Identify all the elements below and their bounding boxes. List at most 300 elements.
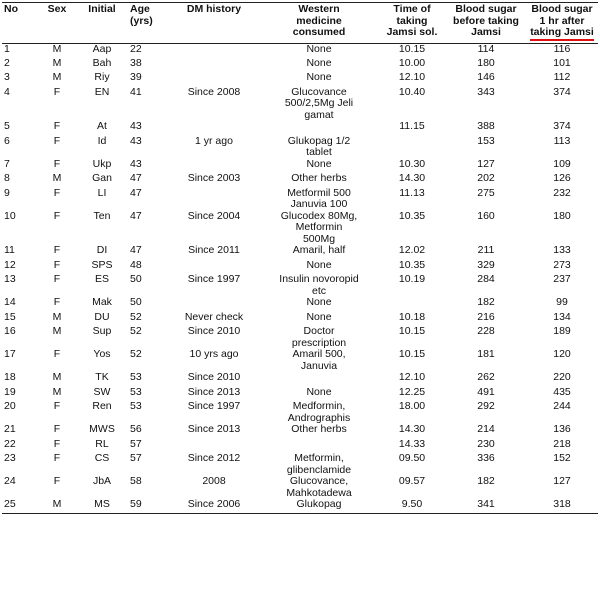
- cell-after: [526, 401, 598, 424]
- cell-value: 47: [130, 209, 142, 222]
- cell-value: 220: [553, 371, 571, 383]
- cell-value: 160: [477, 209, 495, 222]
- medicine-line: glibenclamide: [286, 463, 352, 476]
- cell-med: [260, 401, 378, 424]
- cell-value: SPS: [91, 258, 113, 271]
- cell-value: 4: [4, 85, 10, 98]
- table-row: [2, 349, 598, 372]
- cell-value: 10: [4, 209, 16, 222]
- cell-value: DU: [94, 310, 110, 323]
- cell-value: 12.10: [398, 371, 426, 383]
- cell-before: [446, 260, 526, 275]
- cell-no: [2, 499, 38, 514]
- cell-value: Since 1997: [187, 273, 241, 285]
- cell-value: 14.30: [398, 172, 426, 184]
- table-row: [2, 136, 598, 159]
- table-row: [2, 260, 598, 275]
- cell-value: 228: [477, 325, 495, 337]
- cell-value: 15: [4, 310, 16, 323]
- cell-sex: [38, 274, 76, 297]
- cell-no: [2, 43, 38, 58]
- cell-time: [378, 43, 446, 58]
- cell-sex: [38, 211, 76, 246]
- cell-med: [260, 499, 378, 514]
- cell-after: [526, 43, 598, 58]
- cell-value: 47: [130, 186, 142, 199]
- cell-med: [260, 439, 378, 454]
- cell-sex: [38, 499, 76, 514]
- cell-value: Aap: [92, 42, 112, 55]
- col-header-after: Blood sugar 1 hr after taking Jamsi: [526, 3, 598, 44]
- cell-value: 10.15: [398, 325, 426, 337]
- cell-sex: [38, 401, 76, 424]
- cell-initial: [76, 260, 128, 275]
- table-row: [2, 312, 598, 327]
- cell-initial: [76, 499, 128, 514]
- medicine-line: None: [306, 310, 332, 323]
- cell-before: [446, 453, 526, 476]
- cell-value: Since 2010: [187, 325, 241, 337]
- cell-age: [128, 121, 168, 136]
- cell-value: 52: [130, 325, 142, 337]
- cell-value: F: [53, 134, 61, 147]
- cell-time: [378, 297, 446, 312]
- cell-time: [378, 136, 446, 159]
- cell-value: 43: [130, 157, 142, 170]
- cell-value: M: [52, 71, 62, 83]
- cell-med: [260, 245, 378, 260]
- cell-before: [446, 274, 526, 297]
- cell-after: [526, 274, 598, 297]
- cell-dm: [168, 121, 260, 136]
- cell-after: [526, 121, 598, 136]
- cell-value: 343: [477, 85, 495, 98]
- cell-value: 388: [477, 120, 495, 132]
- cell-before: [446, 211, 526, 246]
- cell-after: [526, 87, 598, 122]
- cell-value: 180: [477, 56, 495, 69]
- cell-initial: [76, 87, 128, 122]
- cell-after: [526, 499, 598, 514]
- cell-sex: [38, 121, 76, 136]
- cell-value: 18: [4, 371, 16, 383]
- cell-value: 237: [553, 273, 571, 285]
- cell-value: 99: [556, 296, 568, 308]
- cell-after: [526, 211, 598, 246]
- table-row: [2, 211, 598, 246]
- medicine-line: Metformin: [295, 221, 343, 233]
- cell-value: Since 2011: [188, 244, 240, 256]
- medicine-line: None: [306, 258, 332, 271]
- table-row: [2, 43, 598, 58]
- cell-value: 3: [4, 71, 10, 83]
- cell-before: [446, 312, 526, 327]
- cell-value: CS: [94, 452, 110, 464]
- table-row: [2, 372, 598, 387]
- cell-value: 50: [130, 273, 142, 285]
- cell-no: [2, 476, 38, 499]
- cell-value: 57: [130, 452, 142, 464]
- cell-med: [260, 43, 378, 58]
- cell-value: At: [97, 120, 107, 132]
- cell-dm: [168, 476, 260, 499]
- cell-value: Gan: [92, 172, 112, 184]
- cell-value: MWS: [89, 423, 115, 435]
- cell-value: 109: [553, 157, 571, 170]
- medicine-line: None: [306, 296, 332, 308]
- cell-no: [2, 349, 38, 372]
- col-header-dm-history: DM history: [186, 3, 242, 15]
- cell-age: [128, 349, 168, 372]
- cell-age: [128, 188, 168, 211]
- cell-no: [2, 401, 38, 424]
- cell-value: M: [52, 172, 62, 184]
- cell-value: 59: [130, 498, 142, 510]
- cell-med: [260, 476, 378, 499]
- cell-value: 22: [4, 437, 16, 450]
- cell-value: F: [53, 244, 61, 256]
- col-header-before: Blood sugar before taking Jamsi: [453, 3, 519, 38]
- cell-age: [128, 58, 168, 73]
- cell-value: 127: [553, 475, 571, 487]
- cell-value: M: [52, 56, 62, 69]
- cell-dm: [168, 274, 260, 297]
- cell-value: 09.57: [398, 475, 426, 487]
- cell-value: 7: [4, 157, 10, 170]
- cell-value: 216: [477, 310, 495, 323]
- cell-before: [446, 188, 526, 211]
- cell-value: 127: [477, 157, 495, 170]
- cell-value: 38: [130, 56, 142, 69]
- cell-age: [128, 87, 168, 122]
- cell-value: Since 2013: [187, 385, 241, 398]
- cell-no: [2, 173, 38, 188]
- cell-value: 292: [477, 400, 495, 412]
- cell-med: [260, 260, 378, 275]
- header-row: [2, 3, 598, 44]
- table-row: [2, 499, 598, 514]
- cell-value: 101: [553, 56, 571, 69]
- cell-value: 10.18: [398, 310, 426, 323]
- cell-before: [446, 136, 526, 159]
- cell-no: [2, 424, 38, 439]
- cell-value: 14: [4, 296, 16, 308]
- cell-value: 17: [4, 348, 16, 360]
- cell-value: 16: [4, 325, 16, 337]
- cell-value: 133: [553, 244, 571, 256]
- cell-value: 19: [4, 385, 16, 398]
- cell-age: [128, 159, 168, 174]
- cell-before: [446, 159, 526, 174]
- cell-value: F: [53, 186, 61, 199]
- cell-value: RL: [95, 437, 109, 450]
- cell-value: 14.30: [398, 423, 426, 435]
- cell-value: 336: [477, 452, 495, 464]
- cell-value: 43: [130, 134, 142, 147]
- medicine-line: Metformin,: [294, 452, 344, 464]
- cell-med: [260, 188, 378, 211]
- cell-before: [446, 439, 526, 454]
- medicine-line: Glucodex 80Mg,: [280, 209, 358, 222]
- medicine-line: Glucovance: [291, 85, 347, 98]
- cell-value: 11.13: [399, 186, 425, 199]
- cell-dm: [168, 401, 260, 424]
- cell-age: [128, 372, 168, 387]
- cell-value: 09.50: [398, 452, 426, 464]
- cell-time: [378, 72, 446, 87]
- cell-value: 53: [130, 371, 142, 383]
- cell-value: 1: [4, 42, 10, 55]
- medicine-line: None: [306, 71, 332, 83]
- cell-value: 134: [553, 310, 571, 323]
- cell-value: 273: [553, 258, 571, 271]
- cell-med: [260, 424, 378, 439]
- cell-initial: [76, 372, 128, 387]
- cell-value: 136: [553, 423, 571, 435]
- cell-value: F: [53, 400, 61, 412]
- medicine-line: Januvia: [300, 359, 338, 372]
- cell-no: [2, 387, 38, 402]
- cell-value: 23: [4, 452, 16, 464]
- cell-no: [2, 372, 38, 387]
- cell-value: 50: [130, 296, 142, 308]
- cell-age: [128, 476, 168, 499]
- cell-no: [2, 297, 38, 312]
- medicine-line: None: [306, 56, 332, 69]
- cell-before: [446, 297, 526, 312]
- cell-sex: [38, 372, 76, 387]
- cell-med: [260, 136, 378, 159]
- cell-value: 9.50: [401, 498, 423, 510]
- col-header-no: No: [4, 3, 18, 15]
- medicine-line: Mahkotadewa: [286, 486, 352, 499]
- cell-dm: [168, 349, 260, 372]
- cell-value: 374: [553, 85, 571, 98]
- cell-value: 47: [130, 172, 142, 184]
- cell-time: [378, 453, 446, 476]
- table-row: [2, 87, 598, 122]
- cell-value: M: [52, 42, 62, 55]
- cell-age: [128, 274, 168, 297]
- cell-value: Since 2012: [187, 452, 241, 464]
- cell-time: [378, 260, 446, 275]
- cell-age: [128, 211, 168, 246]
- cell-value: 39: [130, 71, 142, 83]
- cell-sex: [38, 260, 76, 275]
- cell-before: [446, 372, 526, 387]
- cell-no: [2, 245, 38, 260]
- cell-initial: [76, 159, 128, 174]
- cell-dm: [168, 245, 260, 260]
- cell-value: 10.15: [398, 348, 426, 360]
- cell-sex: [38, 173, 76, 188]
- cell-after: [526, 349, 598, 372]
- col-header-western-medicine: Western medicine consumed: [292, 3, 346, 38]
- cell-med: [260, 72, 378, 87]
- medicine-line: gamat: [304, 108, 334, 121]
- cell-value: 10.35: [398, 209, 426, 222]
- cell-value: 48: [130, 258, 142, 271]
- cell-sex: [38, 326, 76, 349]
- cell-value: 153: [477, 134, 495, 147]
- cell-value: 5: [4, 120, 10, 132]
- cell-value: 10.00: [398, 56, 426, 69]
- cell-sex: [38, 424, 76, 439]
- cell-time: [378, 58, 446, 73]
- cell-sex: [38, 312, 76, 327]
- cell-value: ES: [94, 273, 109, 285]
- cell-value: 47: [130, 244, 142, 256]
- cell-value: 341: [477, 498, 495, 510]
- cell-age: [128, 499, 168, 514]
- medicine-line: Doctor: [303, 325, 335, 337]
- cell-value: 116: [553, 42, 571, 55]
- medicine-line: Other herbs: [291, 172, 347, 184]
- cell-value: JbA: [92, 475, 112, 487]
- cell-sex: [38, 188, 76, 211]
- cell-no: [2, 211, 38, 246]
- cell-value: 43: [130, 120, 142, 132]
- medicine-line: Medformin,: [292, 400, 346, 412]
- cell-value: 284: [477, 273, 495, 285]
- cell-value: SW: [93, 385, 111, 398]
- medicine-line: prescription: [291, 336, 347, 349]
- medicine-line: Amaril, half: [292, 244, 346, 256]
- cell-value: Ten: [93, 209, 111, 222]
- cell-value: 244: [553, 400, 571, 412]
- cell-value: 25: [4, 498, 16, 510]
- cell-med: [260, 58, 378, 73]
- cell-before: [446, 401, 526, 424]
- cell-before: [446, 245, 526, 260]
- cell-value: 275: [477, 186, 495, 199]
- cell-initial: [76, 188, 128, 211]
- cell-time: [378, 349, 446, 372]
- cell-dm: [168, 372, 260, 387]
- medicine-line: Glukopag: [296, 498, 342, 510]
- cell-time: [378, 245, 446, 260]
- cell-value: Since 2013: [187, 423, 241, 435]
- cell-before: [446, 387, 526, 402]
- cell-value: 18.00: [398, 400, 426, 412]
- cell-value: 180: [553, 209, 571, 222]
- cell-value: 6: [4, 134, 10, 147]
- cell-before: [446, 499, 526, 514]
- blood-sugar-table: [2, 2, 598, 514]
- medicine-line: tablet: [306, 146, 332, 158]
- cell-value: M: [52, 325, 62, 337]
- cell-age: [128, 453, 168, 476]
- cell-after: [526, 297, 598, 312]
- cell-initial: [76, 387, 128, 402]
- cell-before: [446, 58, 526, 73]
- cell-value: 1 yr ago: [195, 134, 233, 147]
- cell-value: 21: [4, 423, 16, 435]
- cell-initial: [76, 274, 128, 297]
- cell-after: [526, 312, 598, 327]
- cell-after: [526, 424, 598, 439]
- cell-value: F: [53, 85, 61, 98]
- cell-before: [446, 43, 526, 58]
- cell-age: [128, 312, 168, 327]
- table-row: [2, 424, 598, 439]
- cell-value: 202: [477, 172, 495, 184]
- cell-before: [446, 326, 526, 349]
- cell-no: [2, 136, 38, 159]
- cell-after: [526, 72, 598, 87]
- table-row: [2, 72, 598, 87]
- cell-time: [378, 87, 446, 122]
- cell-med: [260, 121, 378, 136]
- cell-dm: [168, 260, 260, 275]
- cell-initial: [76, 439, 128, 454]
- cell-initial: [76, 476, 128, 499]
- cell-no: [2, 159, 38, 174]
- cell-value: 53: [130, 400, 142, 412]
- cell-value: 211: [477, 244, 495, 256]
- cell-value: M: [52, 310, 62, 323]
- medicine-line: 500Mg: [302, 232, 336, 245]
- cell-dm: [168, 58, 260, 73]
- cell-value: 182: [477, 475, 495, 487]
- cell-value: F: [53, 120, 61, 132]
- table-row: [2, 476, 598, 499]
- cell-sex: [38, 58, 76, 73]
- cell-sex: [38, 43, 76, 58]
- cell-value: 318: [553, 498, 571, 510]
- cell-value: 58: [130, 475, 142, 487]
- cell-dm: [168, 424, 260, 439]
- cell-value: 2: [4, 56, 10, 69]
- cell-age: [128, 326, 168, 349]
- cell-value: DI: [96, 244, 108, 256]
- cell-value: F: [53, 475, 61, 487]
- cell-value: 53: [130, 385, 142, 398]
- cell-value: 10.40: [398, 85, 426, 98]
- cell-initial: [76, 349, 128, 372]
- cell-value: 182: [477, 296, 495, 308]
- cell-dm: [168, 136, 260, 159]
- cell-age: [128, 136, 168, 159]
- cell-no: [2, 121, 38, 136]
- cell-initial: [76, 312, 128, 327]
- cell-med: [260, 159, 378, 174]
- cell-age: [128, 424, 168, 439]
- table-body: [2, 43, 598, 514]
- medicine-line: Other herbs: [291, 423, 347, 435]
- cell-dm: [168, 439, 260, 454]
- cell-initial: [76, 453, 128, 476]
- cell-after: [526, 188, 598, 211]
- cell-value: 12: [4, 258, 16, 271]
- cell-before: [446, 121, 526, 136]
- medicine-line: Metformil 500: [287, 186, 351, 199]
- cell-value: F: [53, 348, 61, 360]
- cell-age: [128, 173, 168, 188]
- cell-time: [378, 401, 446, 424]
- table-row: [2, 274, 598, 297]
- cell-dm: [168, 87, 260, 122]
- cell-value: 10 yrs ago: [189, 348, 239, 360]
- cell-value: Yos: [93, 348, 111, 360]
- cell-value: F: [53, 258, 61, 271]
- medicine-line: Andrographis: [287, 411, 351, 424]
- cell-value: Id: [97, 134, 107, 147]
- cell-before: [446, 476, 526, 499]
- cell-value: 9: [4, 186, 10, 199]
- cell-value: M: [52, 385, 62, 398]
- cell-dm: [168, 173, 260, 188]
